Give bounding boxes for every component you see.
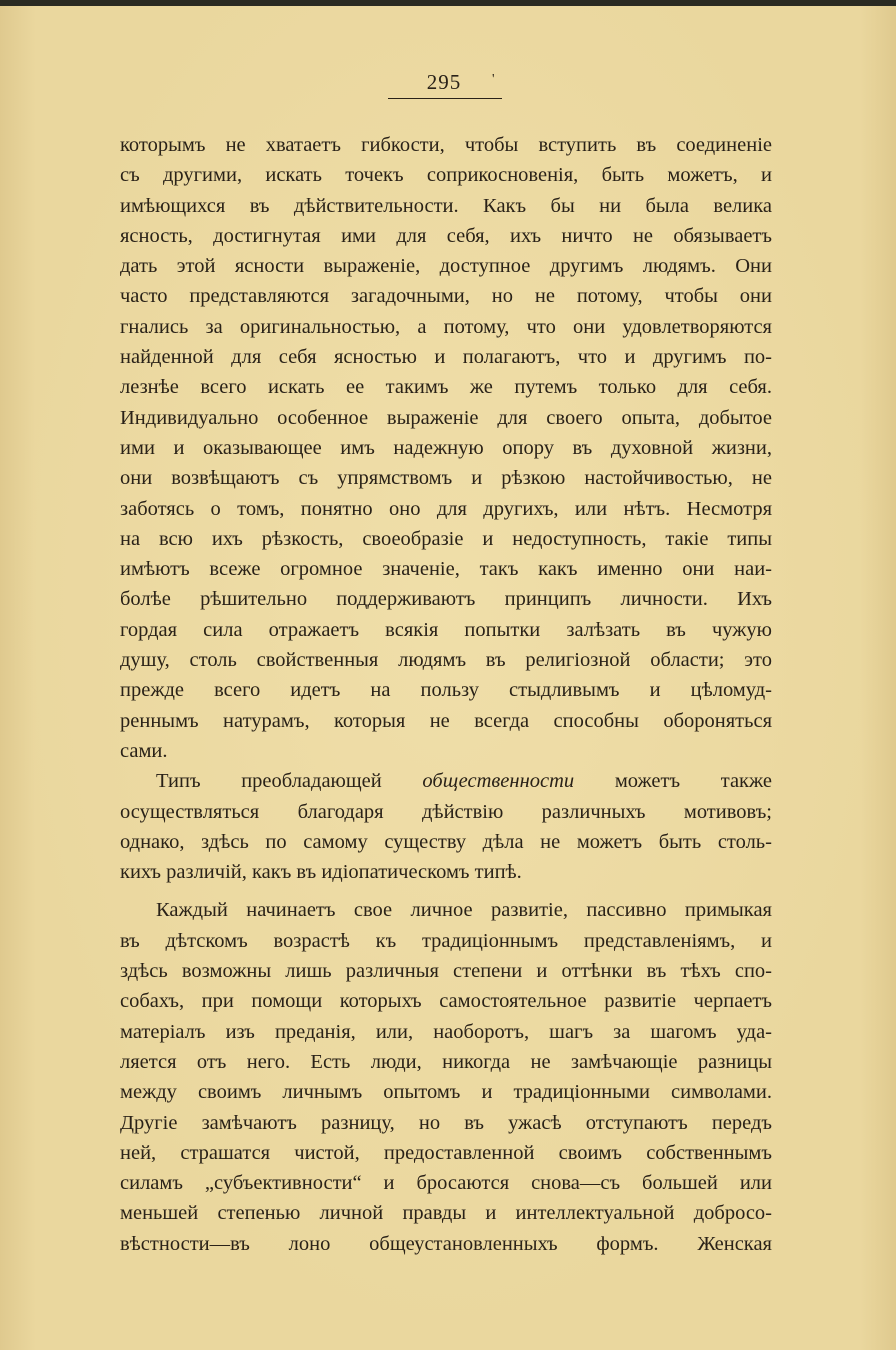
text-line: однако, здѣсь по самому существу дѣла не можетъ быть столь- [120,830,772,853]
text-line: силамъ „субъективности“ и бросаются снова—съ большей или [120,1172,772,1195]
paragraph-1 [120,130,772,766]
text-line: прежде всего идетъ на пользу стыдливымъ и цѣломуд- [120,679,772,702]
emphasized-term: общественности [422,770,575,793]
text-line: ясность, достигнутая ими для себя, ихъ ничто не обязываетъ [120,224,772,247]
page-number: 295 [426,70,462,94]
text-line: вѣстности—въ лоно общеустановленныхъ формъ. Женская [120,1232,772,1255]
paragraph-2 [120,766,772,887]
paragraph-3 [120,895,772,1259]
text-line-with-emphasis [120,766,772,796]
text-line: имѣющихся въ дѣйствительности. Какъ бы ни была велика [120,194,772,217]
text-run: Типъ преобладающей [156,770,382,793]
text-line: часто представляются загадочными, но не потому, чтобы они [120,285,772,308]
text-line: здѣсь возможны лишь различныя степени и оттѣнки въ тѣхъ спо- [120,960,772,983]
text-line: ляется отъ него. Есть люди, никогда не замѣчающіе разницы [120,1050,772,1073]
text-line: Индивидуально особенное выраженіе для своего опыта, добытое [120,406,772,429]
page-number-mark: ' [492,72,495,87]
text-line: между своимъ личнымъ опытомъ и традиціонными символами. [120,1081,772,1104]
page-number-rule [388,98,502,99]
text-line: найденной для себя ясностью и полагаютъ, что и другимъ по- [120,346,772,369]
text-line: которымъ не хватаетъ гибкости, чтобы вступить въ соединеніе [120,134,772,156]
text-line: ней, страшатся чистой, предоставленной своимъ собственнымъ [120,1141,772,1164]
text-line: они возвѣщаютъ съ упрямствомъ и рѣзкою настойчивостью, не [120,467,772,490]
text-line: Каждый начинаетъ свое личное развитіе, пассивно примыкая [156,899,772,922]
text-line: матеріалъ изъ преданія, или, наоборотъ, шагъ за шагомъ уда- [120,1020,772,1043]
text-line: Другіе замѣчаютъ разницу, но въ ужасѣ отступаютъ передъ [120,1111,772,1134]
body-text [120,130,772,1259]
text-line: ими и оказывающее имъ надежную опору въ духовной жизни, [120,436,772,459]
text-line: дать этой ясности выраженіе, доступное другимъ людямъ. Они [120,255,772,278]
text-line: меньшей степенью личной правды и интеллектуальной добросо- [120,1202,772,1225]
text-line: душу, столь свойственныя людямъ въ религіозной области; это [120,649,772,672]
text-line: на всю ихъ рѣзкость, своеобразіе и недоступность, такіе типы [120,527,772,550]
text-line: лезнѣе всего искать ее такимъ же путемъ только для себя. [120,376,772,399]
text-line: съ другими, искать точекъ соприкосновенія, быть можетъ, и [120,164,772,187]
text-line: болѣе рѣшительно поддерживаютъ принципъ личности. Ихъ [120,588,772,611]
text-line: кихъ различій, какъ въ идіопатическомъ типѣ. [120,861,522,884]
text-line: собахъ, при помощи которыхъ самостоятельное развитіе черпаетъ [120,990,772,1013]
text-line: въ дѣтскомъ возрастѣ къ традиціоннымъ представленіямъ, и [120,929,772,952]
text-run: можетъ также [614,770,772,793]
text-line: сами. [120,739,168,762]
text-line: имѣютъ всеже огромное значеніе, такъ какъ именно они наи- [120,558,772,581]
text-line: гнались за оригинальностью, а потому, что они удовлетворяются [120,315,772,338]
text-line: заботясь о томъ, понятно оно для другихъ, или нѣтъ. Несмотря [120,497,772,520]
scan-top-edge [0,0,896,6]
text-line: реннымъ натурамъ, которыя не всегда способны обороняться [120,709,772,732]
text-line: осуществляться благодаря дѣйствію различныхъ мотивовъ; [120,800,772,823]
text-line: гордая сила отражаетъ всякія попытки залѣзать въ чужую [120,618,772,641]
